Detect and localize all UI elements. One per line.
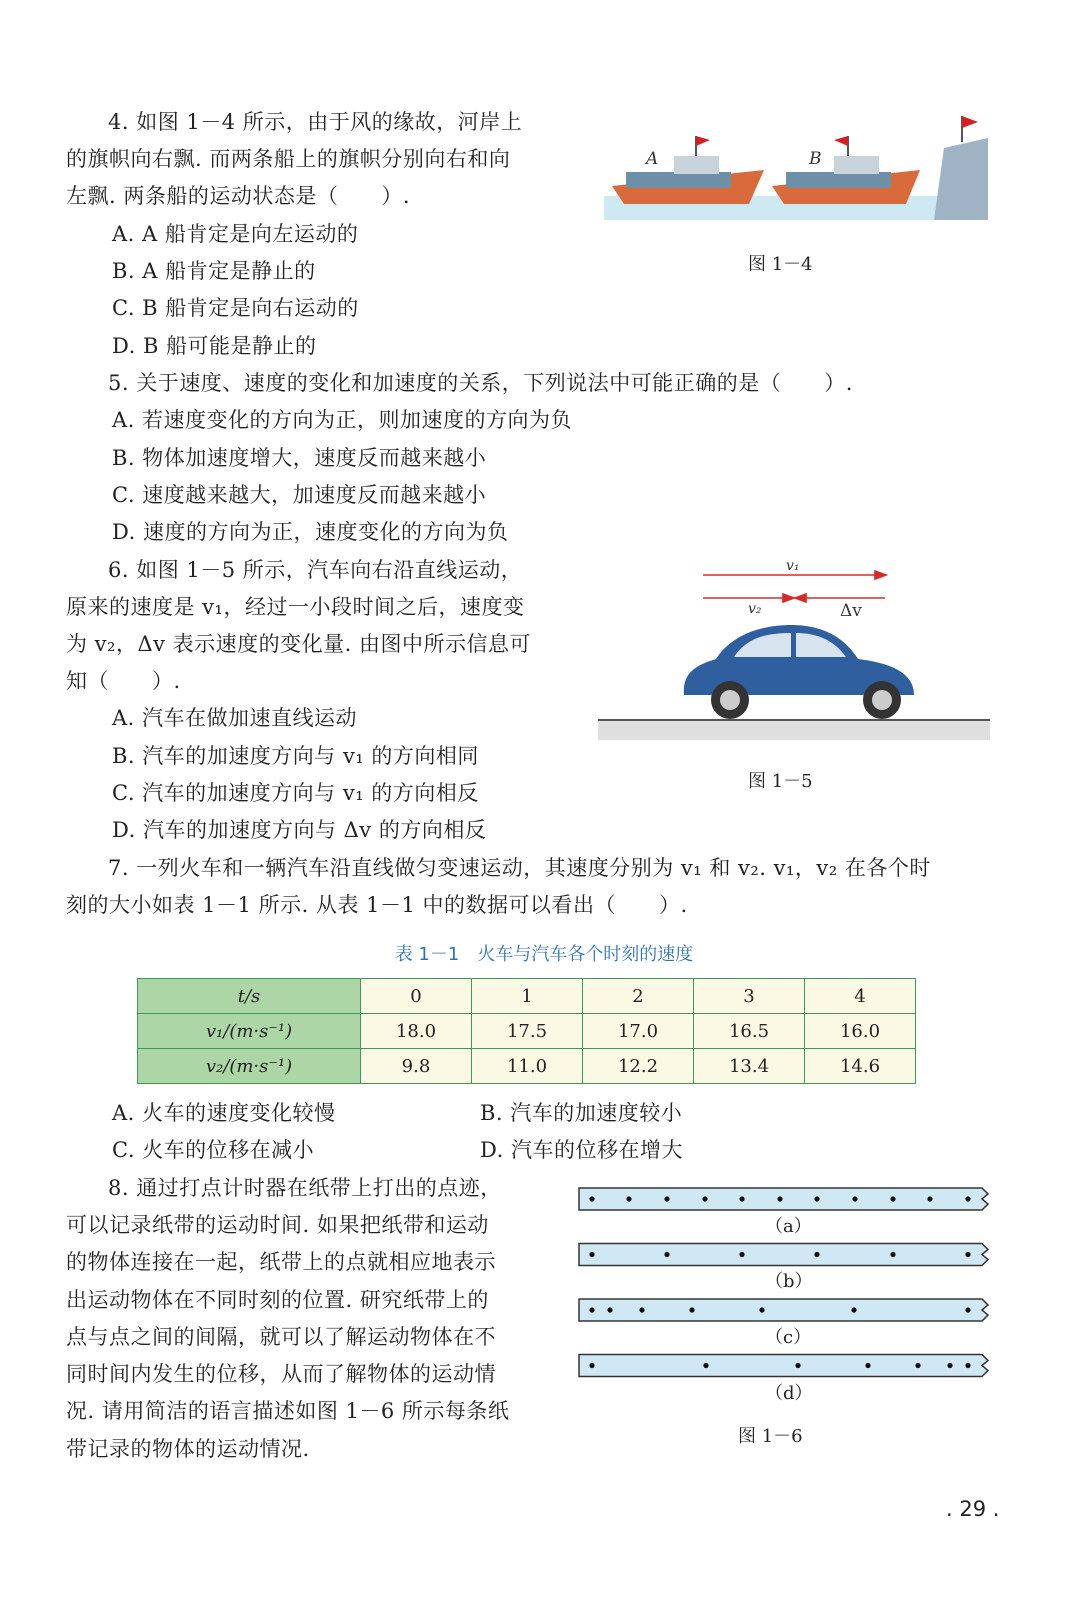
speed-table: [137, 978, 916, 1084]
table-cell: 17.0: [583, 1014, 694, 1049]
tape-label-b: （b）: [765, 1271, 813, 1292]
boat-a: [612, 136, 764, 204]
tape-dot: [777, 1196, 782, 1201]
q6-line: 知（ ）.: [66, 669, 181, 693]
table-cell: 13.4: [694, 1049, 805, 1084]
tape-dot: [965, 1196, 970, 1201]
q4-line: 左飘. 两条船的运动状态是（ ）.: [66, 184, 411, 208]
tape-dot: [739, 1196, 744, 1201]
table-cell: 12.2: [583, 1049, 694, 1084]
tape-dot: [865, 1363, 870, 1368]
figure-1-5-caption: 图 1－5: [748, 771, 813, 792]
tape-dot: [626, 1196, 631, 1201]
tape-dot: [814, 1196, 819, 1201]
tape-dot: [927, 1196, 932, 1201]
tape-dot: [759, 1307, 764, 1312]
q7-line: 7. 一列火车和一辆汽车沿直线做匀变速运动，其速度分别为 v₁ 和 v₂. v₁，v₂ 在各个时: [108, 856, 931, 880]
table-cell: 1: [472, 979, 583, 1014]
q6-line: 6. 如图 1－5 所示，汽车向右沿直线运动，: [108, 558, 523, 582]
table-title: 表 1－1 火车与汽车各个时刻的速度: [394, 944, 694, 965]
q4-line: 的旗帜向右飘. 而两条船上的旗帜分别向右和向: [66, 147, 511, 171]
tape-label-c: （c）: [765, 1327, 812, 1348]
tape-dot: [915, 1363, 920, 1368]
table-row: [138, 979, 916, 1014]
tape-label-a: （a）: [765, 1216, 812, 1237]
tape-label-d: （d）: [765, 1383, 813, 1404]
table-cell: 3: [694, 979, 805, 1014]
table-header-cell: v₂/(m·s⁻¹): [138, 1049, 361, 1084]
paper-tape: [579, 1244, 988, 1266]
tape-dot: [702, 1196, 707, 1201]
dv-label: Δv: [840, 601, 862, 621]
q8-line: 的物体连接在一起，纸带上的点就相应地表示: [66, 1250, 496, 1274]
tape-dot: [965, 1363, 970, 1368]
q6-line: 原来的速度是 v₁，经过一小段时间之后，速度变: [66, 595, 525, 619]
table-cell: 16.0: [805, 1014, 916, 1049]
q6-option-c: C. 汽车的加速度方向与 v₁ 的方向相反: [112, 781, 479, 805]
tape-dot: [739, 1252, 744, 1257]
q4-option-d: D. B 船可能是静止的: [112, 334, 317, 358]
figure-1-4-caption: 图 1－4: [748, 254, 813, 275]
boat-b-label: B: [809, 149, 822, 169]
tape-dot: [639, 1307, 644, 1312]
paper-tape: [579, 1355, 988, 1377]
tape-dot: [703, 1363, 708, 1368]
q6-option-d: D. 汽车的加速度方向与 Δv 的方向相反: [112, 818, 487, 842]
tape-dot: [890, 1196, 895, 1201]
q7-option-b: B. 汽车的加速度较小: [480, 1101, 683, 1125]
paper-tape: [579, 1299, 988, 1321]
tape-dot: [589, 1196, 594, 1201]
q7-option-d: D. 汽车的位移在增大: [480, 1138, 683, 1162]
boat-a-label: A: [646, 149, 659, 169]
boat-b: [772, 136, 920, 204]
q8-line: 况. 请用简洁的语言描述如图 1－6 所示每条纸: [66, 1399, 510, 1423]
q7-option-a: A. 火车的速度变化较慢: [112, 1101, 336, 1125]
table-cell: 11.0: [472, 1049, 583, 1084]
q4-line: 4. 如图 1－4 所示，由于风的缘故，河岸上: [108, 110, 523, 134]
q8-line: 点与点之间的间隔，就可以了解运动物体在不: [66, 1325, 496, 1349]
tape-dot: [664, 1196, 669, 1201]
tape-dot: [689, 1307, 694, 1312]
q8-line: 带记录的物体的运动情况.: [66, 1437, 310, 1461]
q8-line: 可以记录纸带的运动时间. 如果把纸带和运动: [66, 1213, 489, 1237]
table-cell: 4: [805, 979, 916, 1014]
q5-option-b: B. 物体加速度增大，速度反而越来越小: [112, 446, 487, 470]
q5-option-d: D. 速度的方向为正，速度变化的方向为负: [112, 520, 509, 544]
table-cell: 9.8: [361, 1049, 472, 1084]
paper-tape: [579, 1188, 988, 1210]
q6-line: 为 v₂，Δv 表示速度的变化量. 由图中所示信息可: [66, 632, 532, 656]
table-cell: 18.0: [361, 1014, 472, 1049]
v2-label: v₂: [748, 601, 762, 617]
v1-label: v₁: [786, 558, 800, 574]
tape-dot: [589, 1252, 594, 1257]
table-cell: 17.5: [472, 1014, 583, 1049]
table-header-cell: v₁/(m·s⁻¹): [138, 1014, 361, 1049]
q4-option-b: B. A 船肯定是静止的: [112, 259, 316, 283]
tape-dot: [890, 1252, 895, 1257]
table-cell: 2: [583, 979, 694, 1014]
q7-option-c: C. 火车的位移在减小: [112, 1138, 315, 1162]
q5-option-c: C. 速度越来越大，加速度反而越来越小: [112, 483, 487, 507]
tape-dot: [664, 1252, 669, 1257]
q7-line: 刻的大小如表 1－1 所示. 从表 1－1 中的数据可以看出（ ）.: [66, 893, 688, 917]
q4-option-a: A. A 船肯定是向左运动的: [112, 222, 359, 246]
table-cell: 14.6: [805, 1049, 916, 1084]
tape-dot: [852, 1196, 857, 1201]
tape-dot: [814, 1252, 819, 1257]
tape-dot: [607, 1307, 612, 1312]
tape-dot: [947, 1363, 952, 1368]
q5-stem: 5. 关于速度、速度的变化和加速度的关系，下列说法中可能正确的是（ ）.: [108, 371, 853, 395]
table-row: [138, 1014, 916, 1049]
tape-dot: [795, 1363, 800, 1368]
table-row: [138, 1049, 916, 1084]
tape-dot: [965, 1307, 970, 1312]
table-cell: 0: [361, 979, 472, 1014]
q4-option-c: C. B 船肯定是向右运动的: [112, 296, 359, 320]
figure-1-4-boats: [604, 108, 988, 223]
q8-line: 出运动物体在不同时刻的位置. 研究纸带上的: [66, 1288, 489, 1312]
q8-line: 8. 通过打点计时器在纸带上打出的点迹，: [108, 1176, 502, 1200]
q6-option-b: B. 汽车的加速度方向与 v₁ 的方向相同: [112, 744, 479, 768]
tape-dot: [589, 1307, 594, 1312]
tape-dot: [589, 1363, 594, 1368]
figure-1-6-caption: 图 1－6: [738, 1426, 803, 1447]
table-header-cell: t/s: [138, 979, 361, 1014]
page-number: . 29 .: [946, 1497, 1000, 1521]
tape-dot: [965, 1252, 970, 1257]
q6-option-a: A. 汽车在做加速直线运动: [112, 706, 358, 730]
figure-1-5-car: [596, 555, 990, 745]
table-cell: 16.5: [694, 1014, 805, 1049]
q5-option-a: A. 若速度变化的方向为正，则加速度的方向为负: [112, 408, 573, 432]
q8-line: 同时间内发生的位移，从而了解物体的运动情: [66, 1362, 496, 1386]
tape-dot: [851, 1307, 856, 1312]
